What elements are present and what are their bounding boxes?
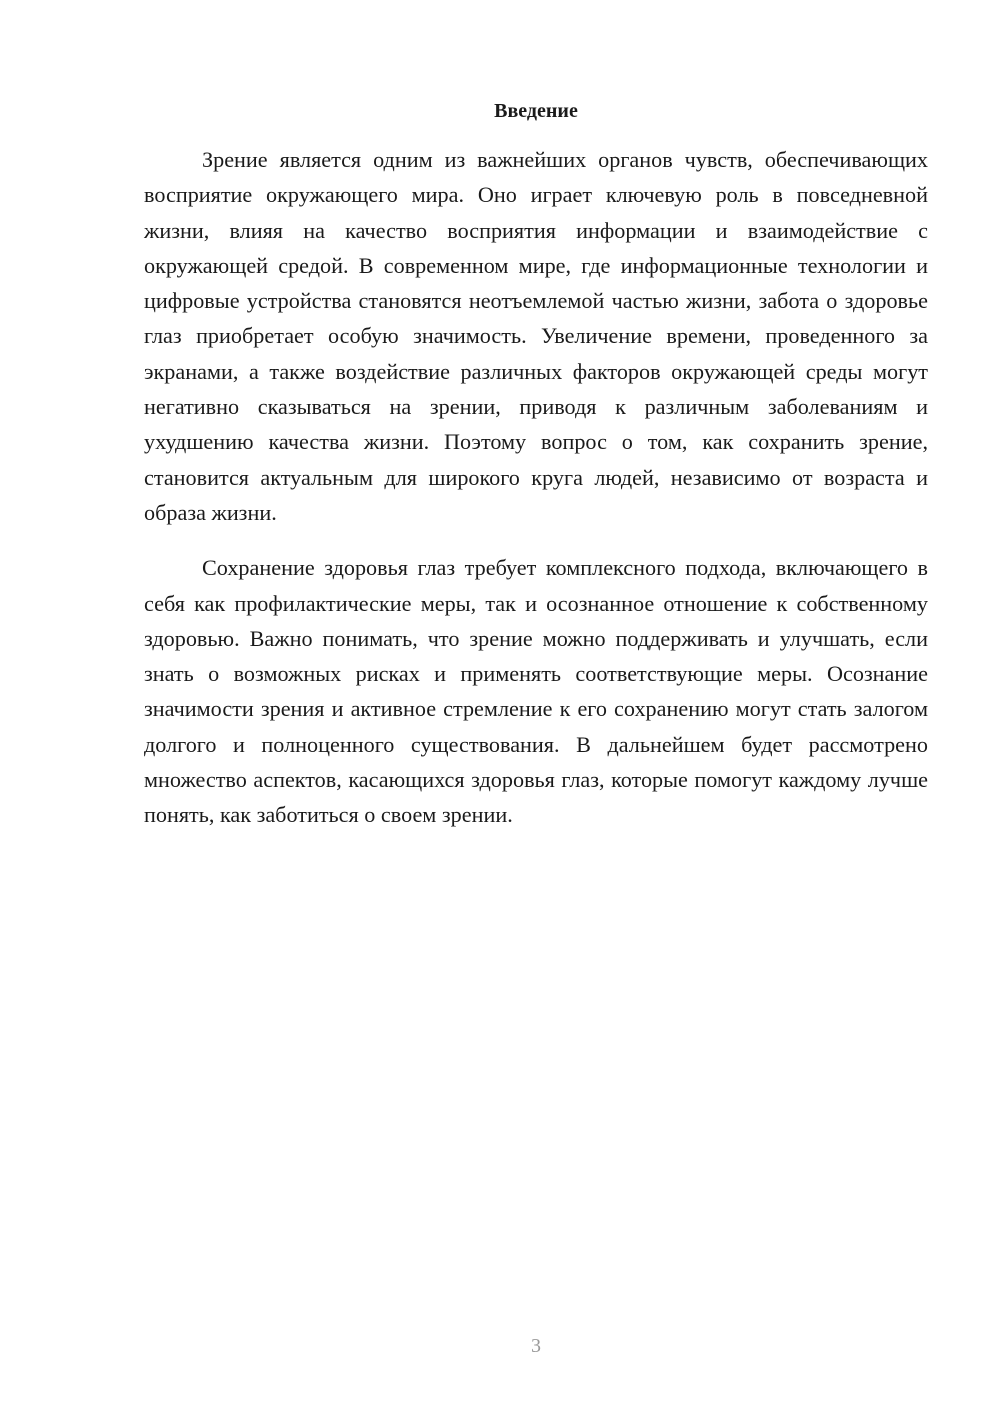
page-title: Введение: [494, 100, 578, 122]
paragraph-1: Зрение является одним из важнейших органов чувств, обеспечивающих восприятие окружающего мира. Оно играет ключевую роль в повседневной жизни, влияя на качество восприятия информации и взаимодействие с окружающей средой. В современном мире, где информационные технологии и цифровые устройства становятся неотъемлемой частью жизни, забота о здоровье глаз приобретает особую значимость. Увеличение времени, проведенного за экранами, а также воздействие различных факторов окружающей среды могут негативно сказываться на зрении, приводя к различным заболеваниям и ухудшению качества жизни. Поэтому вопрос о том, как сохранить зрение, становится актуальным для широкого круга людей, независимо от возраста и образа жизни.: [144, 147, 928, 525]
paragraph-2: Сохранение здоровья глаз требует комплексного подхода, включающего в себя как профилактические меры, так и осознанное отношение к собственному здоровью. Важно понимать, что зрение можно поддерживать и улучшать, если знать о возможных рисках и применять соответствующие меры. Осознание значимости зрения и активное стремление к его сохранению могут стать залогом долгого и полноценного существования. В дальнейшем будет рассмотрено множество аспектов, касающихся здоровья глаз, которые помогут каждому лучше понять, как заботиться о своем зрении.: [144, 555, 928, 828]
page-number: 3: [531, 1335, 541, 1357]
body-text: [144, 142, 928, 833]
